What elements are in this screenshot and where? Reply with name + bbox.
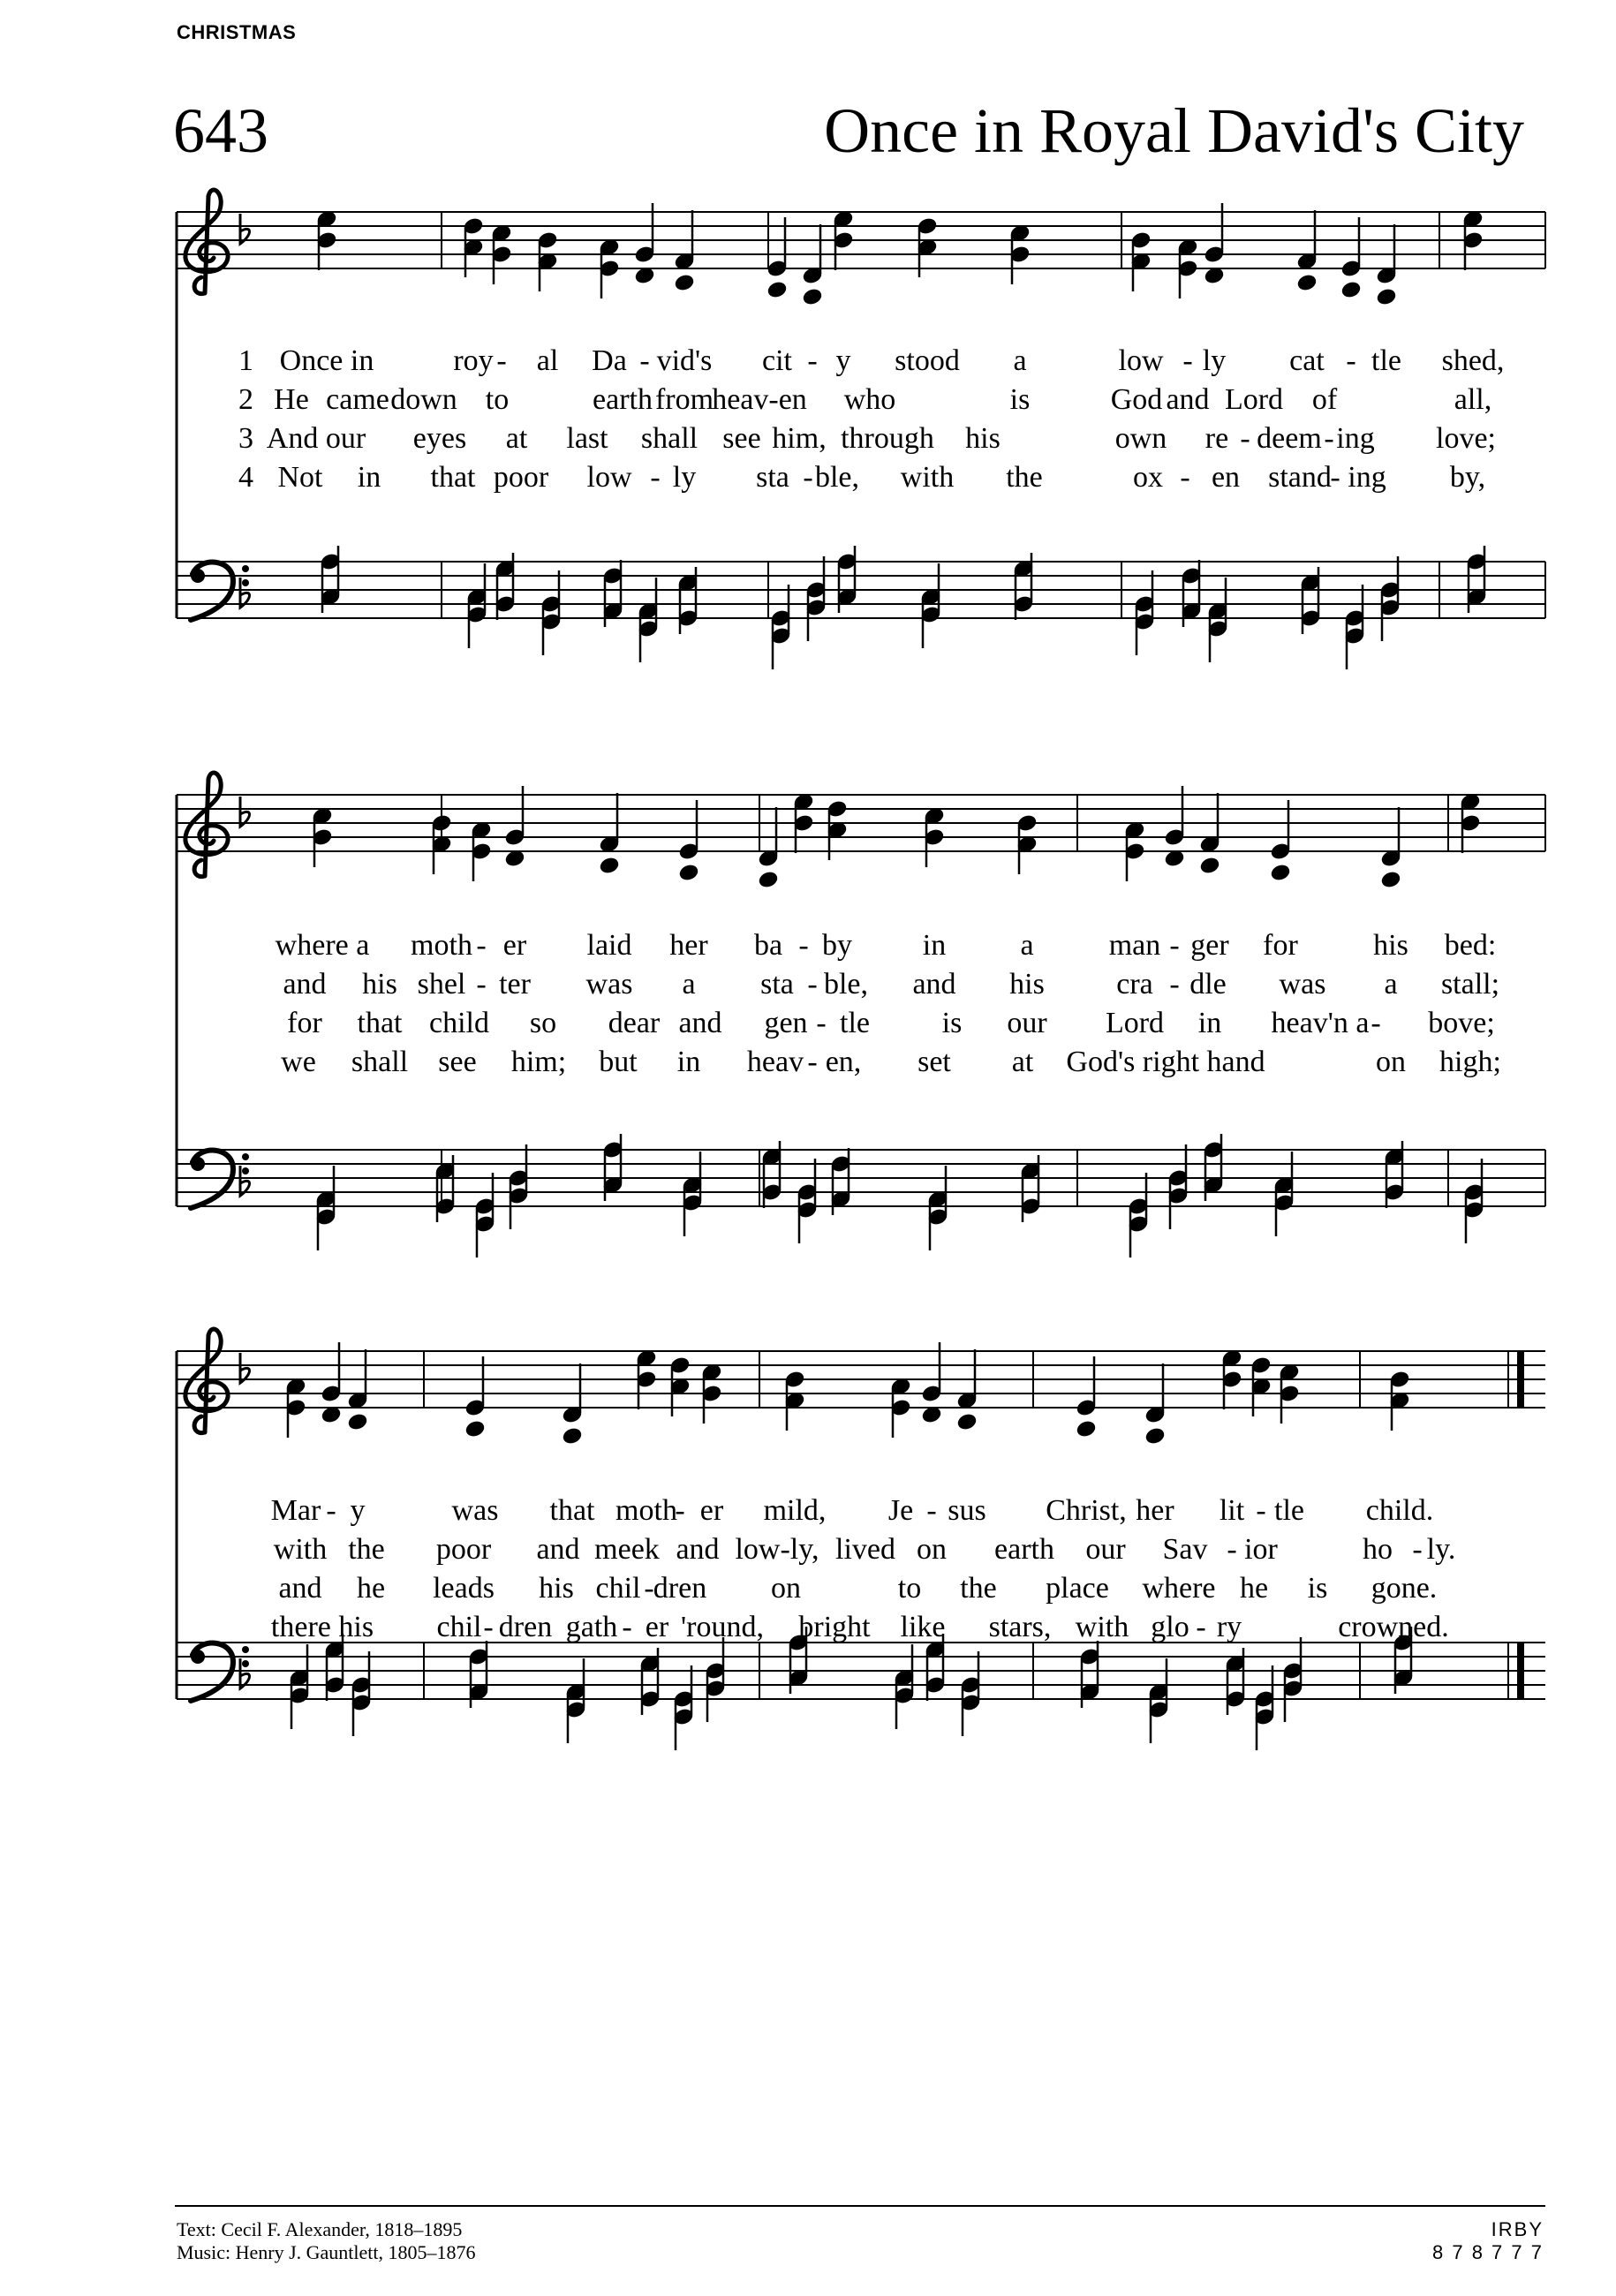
note-head	[766, 280, 788, 298]
lyric-syllable: ior	[1244, 1533, 1278, 1566]
lyric-syllable: chil	[595, 1572, 641, 1605]
lyric-syllable: man	[1108, 929, 1161, 962]
lyric-syllable: ly	[1202, 344, 1227, 377]
lyric-syllable: en,	[825, 1046, 862, 1078]
lyric-syllable: Da	[592, 344, 627, 377]
section-label: CHRISTMAS	[177, 21, 297, 43]
lyric-syllable: God's right hand	[1066, 1046, 1265, 1078]
lyric-syllable: was	[1279, 968, 1326, 1001]
lyric-syllable: y	[835, 344, 851, 377]
lyric-syllable: -	[926, 1494, 937, 1527]
note-head	[464, 1419, 486, 1438]
lyric-syllable: sta	[756, 461, 789, 494]
lyric-syllable: her	[1136, 1494, 1174, 1527]
treble-clef-icon	[185, 1329, 228, 1433]
lyric-syllable: on	[1376, 1046, 1406, 1078]
lyric-syllable: -	[622, 1611, 632, 1643]
note-head	[1296, 273, 1318, 291]
lyric-syllable: -	[1346, 344, 1356, 377]
lyric-syllable: in	[1197, 1007, 1222, 1039]
lyric-syllable: lived	[835, 1533, 895, 1566]
lyric-syllable: earth	[593, 383, 653, 416]
lyric-syllable: and	[676, 1533, 720, 1566]
lyric-syllable: -	[1196, 1611, 1206, 1643]
lyric-syllable: his	[539, 1572, 574, 1605]
text-credit: Text: Cecil F. Alexander, 1818–1895	[177, 2218, 463, 2240]
flat-sign-icon	[240, 1353, 250, 1383]
lyric-syllable: low	[586, 461, 632, 494]
lyric-syllable: her	[669, 929, 708, 962]
lyric-syllable: the	[348, 1533, 385, 1566]
lyric-syllable: and	[536, 1533, 580, 1566]
lyric-syllable: a	[682, 968, 696, 1001]
lyric-syllable: own	[1114, 422, 1167, 455]
lyric-syllable: see	[438, 1046, 477, 1078]
lyric-syllable: Christ,	[1046, 1494, 1127, 1527]
lyric-syllable: -	[1169, 929, 1180, 962]
lyric-syllable: last	[566, 422, 608, 455]
lyric-syllable: low	[1118, 344, 1164, 377]
lyric-syllable: ger	[1190, 929, 1229, 962]
lyric-syllable: love;	[1436, 422, 1496, 455]
lyric-syllable: dren	[653, 1572, 707, 1605]
lyric-syllable: we	[281, 1046, 316, 1078]
lyric-syllable: earth	[994, 1533, 1054, 1566]
lyric-syllable: y	[350, 1494, 366, 1527]
verse-number: 3	[238, 422, 253, 455]
lyric-syllable: -	[1169, 968, 1180, 1001]
lyric-syllable: moth	[615, 1494, 677, 1527]
lyric-syllable: with	[900, 461, 955, 494]
lyric-syllable: by,	[1449, 461, 1486, 494]
lyric-syllable: a	[1013, 344, 1027, 377]
hymn-title: Once in Royal David's City	[824, 95, 1524, 166]
lyric-syllable: where	[1142, 1572, 1216, 1605]
lyric-syllable: at	[505, 422, 528, 455]
lyric-syllable: to	[897, 1572, 922, 1605]
lyric-syllable: that	[357, 1007, 403, 1039]
bass-clef-dot	[242, 1153, 249, 1160]
lyric-syllable: our	[1007, 1007, 1047, 1039]
lyric-syllable: leads	[433, 1572, 495, 1605]
lyric-syllable: -	[1180, 461, 1190, 494]
lyric-syllable: shall	[351, 1046, 409, 1078]
lyric-syllable: is	[941, 1007, 963, 1039]
lyric-syllable: -	[816, 1007, 827, 1039]
lyric-syllable: was	[451, 1494, 499, 1527]
lyric-syllable: -	[1371, 1007, 1381, 1039]
lyric-syllable: ly.	[1426, 1533, 1456, 1566]
lyric-syllable: sta	[760, 968, 794, 1001]
lyric-syllable: on	[771, 1572, 801, 1605]
lyric-syllable: who	[843, 383, 896, 416]
lyric-syllable: the	[960, 1572, 997, 1605]
lyric-syllable: cit	[762, 344, 792, 377]
lyric-syllable: Once in	[279, 344, 374, 377]
bass-clef-dot	[191, 1157, 205, 1171]
lyric-syllable: dear	[608, 1007, 661, 1039]
lyric-syllable: ba	[753, 929, 783, 962]
lyric-syllable: low-ly,	[735, 1533, 819, 1566]
verse-number: 2	[238, 383, 253, 416]
lyric-syllable: ho	[1363, 1533, 1393, 1566]
note-head	[1380, 870, 1401, 888]
lyric-syllable: with	[273, 1533, 328, 1566]
lyric-syllable: mild,	[763, 1494, 827, 1527]
lyric-syllable: a	[1384, 968, 1398, 1001]
lyric-syllable: He	[274, 383, 309, 416]
lyric-syllable: for	[287, 1007, 322, 1039]
note-head	[1076, 1419, 1097, 1438]
lyric-syllable: him;	[510, 1046, 567, 1078]
lyric-syllable: our	[1085, 1533, 1126, 1566]
lyric-syllable: ly	[672, 461, 697, 494]
bass-clef-dot	[242, 565, 249, 572]
lyric-syllable: cra	[1116, 968, 1153, 1001]
lyric-syllable: on	[917, 1533, 947, 1566]
lyric-syllable: and	[283, 968, 327, 1001]
lyric-syllable: en	[1211, 461, 1241, 494]
note-head	[678, 863, 699, 881]
note-head	[674, 273, 695, 291]
lyric-syllable: -	[650, 461, 661, 494]
lyric-syllable: heav'n a	[1271, 1007, 1370, 1039]
lyric-syllable: where a	[275, 929, 370, 962]
lyric-syllable: is	[1307, 1572, 1328, 1605]
lyric-syllable: and	[678, 1007, 722, 1039]
footer-rule	[175, 2205, 1545, 2207]
lyric-syllable: Je	[887, 1494, 914, 1527]
lyric-syllable: 'round,	[681, 1611, 764, 1643]
lyric-syllable: -	[483, 1611, 494, 1643]
lyric-syllable: Lord	[1224, 383, 1284, 416]
lyric-syllable: so	[529, 1007, 557, 1039]
lyric-syllable: -	[1324, 422, 1334, 455]
lyric-syllable: but	[599, 1046, 638, 1078]
lyric-syllable: al	[536, 344, 559, 377]
lyric-syllable: -	[644, 1572, 654, 1605]
lyric-syllable: ing	[1336, 422, 1375, 455]
lyric-syllable: ing	[1348, 461, 1386, 494]
lyric-syllable: God	[1110, 383, 1163, 416]
note-head	[1144, 1426, 1166, 1445]
lyric-syllable: -	[326, 1494, 336, 1527]
note-head	[562, 1426, 583, 1445]
lyric-syllable: crowned.	[1338, 1611, 1449, 1643]
meter: 8 7 8 7 7 7	[1432, 2241, 1544, 2263]
lyric-syllable: gone.	[1371, 1572, 1438, 1605]
lyric-syllable: shall	[640, 422, 699, 455]
lyric-syllable: a	[1020, 929, 1034, 962]
lyric-syllable: heav	[746, 1046, 804, 1078]
lyric-syllable: -	[807, 968, 818, 1001]
lyric-syllable: laid	[586, 929, 632, 962]
lyric-syllable: him,	[772, 422, 827, 455]
lyric-syllable: -	[1240, 422, 1250, 455]
lyric-syllable: for	[1263, 929, 1298, 962]
lyric-syllable: deem	[1257, 422, 1322, 455]
lyric-syllable: that	[430, 461, 476, 494]
lyric-syllable: he	[1239, 1572, 1269, 1605]
lyric-syllable: set	[917, 1046, 951, 1078]
lyric-syllable: -	[803, 461, 813, 494]
bass-clef-dot	[242, 1646, 249, 1653]
lyric-syllable: gath	[565, 1611, 618, 1643]
note-head	[347, 1412, 368, 1431]
lyric-syllable: re	[1204, 422, 1229, 455]
lyric-syllable: ter	[499, 968, 531, 1001]
lyric-syllable: -	[639, 344, 650, 377]
lyric-syllable: Not	[277, 461, 323, 494]
lyric-syllable: came	[326, 383, 389, 416]
lyric-syllable: vid's	[656, 344, 713, 377]
lyric-syllable: from	[654, 383, 714, 416]
tune-name: IRBY	[1491, 2218, 1544, 2240]
lyric-syllable: er	[699, 1494, 724, 1527]
lyric-syllable: Lord	[1105, 1007, 1165, 1039]
flat-sign-icon	[240, 797, 250, 827]
lyric-syllable: glo	[1151, 1611, 1189, 1643]
lyric-syllable: and	[1166, 383, 1210, 416]
lyric-syllable: chil	[436, 1611, 482, 1643]
note-head	[1376, 287, 1397, 306]
lyric-syllable: And our	[266, 422, 366, 455]
lyric-syllable: Sav	[1162, 1533, 1208, 1566]
lyric-syllable: -	[496, 344, 507, 377]
lyric-syllable: in	[922, 929, 947, 962]
lyric-syllable: see	[722, 422, 761, 455]
lyric-syllable: his	[965, 422, 1001, 455]
lyric-syllable: poor	[493, 461, 549, 494]
lyric-syllable: sus	[948, 1494, 986, 1527]
lyric-syllable: in	[357, 461, 381, 494]
lyric-syllable: at	[1011, 1046, 1034, 1078]
footer-tune-info	[1432, 2218, 1544, 2264]
lyric-syllable: by	[822, 929, 852, 962]
note-head	[802, 287, 823, 306]
lyric-syllable: tle	[1371, 344, 1401, 377]
music-credit: Music: Henry J. Gauntlett, 1805–1876	[177, 2241, 476, 2263]
lyric-syllable: -	[807, 1046, 818, 1078]
lyric-syllable: gen	[764, 1007, 808, 1039]
lyric-syllable: roy	[453, 344, 494, 377]
lyric-syllable: child	[429, 1007, 489, 1039]
verse-number: 1	[238, 344, 253, 377]
lyric-syllable: stars,	[988, 1611, 1052, 1643]
lyric-syllable: -	[1256, 1494, 1266, 1527]
lyric-syllable: he	[356, 1572, 386, 1605]
lyric-syllable: and	[278, 1572, 322, 1605]
footer-credits	[177, 2218, 476, 2264]
lyric-syllable: his	[1373, 929, 1408, 962]
hymn-number: 643	[173, 95, 268, 166]
bass-clef-dot	[191, 569, 205, 583]
lyric-syllable: like	[900, 1611, 946, 1643]
lyric-syllable: there his	[270, 1611, 374, 1643]
lyric-syllable: bright	[798, 1611, 871, 1643]
note-head	[599, 856, 620, 874]
lyric-syllable: cat	[1289, 344, 1325, 377]
lyric-syllable: tle	[840, 1007, 870, 1039]
lyric-syllable: through	[841, 422, 934, 455]
lyric-syllable: ble,	[823, 968, 869, 1001]
lyric-syllable: dle	[1189, 968, 1227, 1001]
lyric-syllable: tle	[1274, 1494, 1304, 1527]
lyric-syllable: his	[362, 968, 397, 1001]
lyric-syllable: -	[476, 929, 487, 962]
lyric-syllable: ox	[1133, 461, 1163, 494]
lyric-syllable: was	[585, 968, 633, 1001]
flat-sign-icon	[240, 214, 250, 244]
treble-clef-icon	[185, 190, 228, 294]
lyric-syllable: with	[1075, 1611, 1129, 1643]
lyric-syllable: the	[1006, 461, 1043, 494]
lyric-syllable: -	[1412, 1533, 1423, 1566]
lyric-syllable: lit	[1219, 1494, 1245, 1527]
note-head	[758, 870, 779, 888]
bass-clef-dot	[242, 579, 249, 586]
lyric-syllable: stand	[1268, 461, 1332, 494]
lyric-syllable: to	[485, 383, 510, 416]
lyric-syllable: moth	[411, 929, 472, 962]
lyric-syllable: -	[798, 929, 809, 962]
note-head	[956, 1412, 978, 1431]
lyric-syllable: Mar	[270, 1494, 321, 1527]
lyric-syllable: all,	[1454, 383, 1492, 416]
note-head	[1270, 863, 1291, 881]
lyric-syllable: of	[1311, 383, 1338, 416]
lyric-syllable: high;	[1439, 1046, 1501, 1078]
bass-clef-dot	[242, 1660, 249, 1667]
note-head	[1199, 856, 1220, 874]
lyric-syllable: ble,	[814, 461, 860, 494]
lyric-syllable: dren	[498, 1611, 553, 1643]
lyric-syllable: poor	[435, 1533, 492, 1566]
lyric-syllable: -	[675, 1494, 685, 1527]
lyric-syllable: bed:	[1444, 929, 1497, 962]
lyric-syllable: in	[676, 1046, 701, 1078]
lyric-syllable: meek	[594, 1533, 660, 1566]
lyric-syllable: -	[1182, 344, 1193, 377]
note-head	[1340, 280, 1362, 298]
lyric-syllable: down	[390, 383, 457, 416]
lyric-syllable: er	[502, 929, 527, 962]
lyric-syllable: er	[645, 1611, 669, 1643]
treble-clef-icon	[185, 773, 228, 877]
lyric-syllable: ry	[1216, 1611, 1242, 1643]
lyric-syllable: eyes	[412, 422, 467, 455]
lyric-syllable: and	[912, 968, 956, 1001]
lyric-syllable: -	[1227, 1533, 1237, 1566]
lyric-syllable: shel	[417, 968, 466, 1001]
lyric-syllable: that	[549, 1494, 595, 1527]
lyric-syllable: child.	[1365, 1494, 1434, 1527]
lyric-syllable: -	[1330, 461, 1340, 494]
bass-clef-dot	[242, 1167, 249, 1174]
lyric-syllable: shed,	[1441, 344, 1505, 377]
lyric-syllable: -	[476, 968, 487, 1001]
lyric-syllable: is	[1009, 383, 1031, 416]
lyric-syllable: heav-en	[712, 383, 807, 416]
verse-number: 4	[238, 461, 253, 494]
lyric-syllable: stood	[895, 344, 960, 377]
lyric-syllable: -	[807, 344, 818, 377]
lyric-syllable: bove;	[1428, 1007, 1495, 1039]
bass-clef-dot	[191, 1650, 205, 1664]
lyric-syllable: place	[1046, 1572, 1109, 1605]
lyric-syllable: stall;	[1440, 968, 1500, 1001]
lyric-syllable: his	[1009, 968, 1045, 1001]
